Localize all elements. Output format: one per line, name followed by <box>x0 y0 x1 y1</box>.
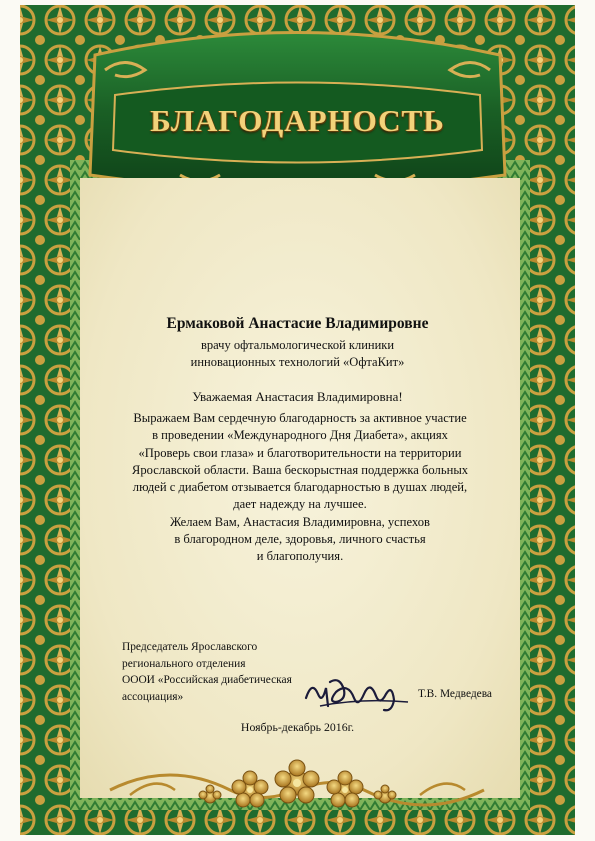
recipient-position: врачу офтальмологической клиники инновационных технологий «ОфтаКит» <box>190 338 405 369</box>
document-title: БЛАГОДАРНОСТЬ <box>150 103 445 138</box>
body-text: Выражаем Вам сердечную благодарность за активное участие в проведении «Международного Дня Диабета», акциях «Проверь свои глаза» и благотворительности на территории Ярославской области. Ваша бескорыстная поддержка больных людей с диабетом отзывается благодарностью в душах людей, дает надежду на лучшее. Желаем Вам, Анастасия Владимировна, успехов в благородном деле, здоровья, личного счастья и благополучия. <box>131 411 469 564</box>
recipient-name: Ермаковой Анастасие Владимировне <box>166 315 429 332</box>
signer-name: Т.В. Медведева <box>418 688 492 700</box>
signature-icon <box>300 668 418 716</box>
document-date: Ноябрь-декабрь 2016г. <box>240 720 355 734</box>
signer-title: Председатель Ярославского регионального отделения ОООИ «Российская диабетическая ассоциация» <box>122 641 292 703</box>
flower-ornament-icon <box>100 735 495 830</box>
greeting: Уважаемая Анастасия Владимировна! <box>192 389 403 404</box>
